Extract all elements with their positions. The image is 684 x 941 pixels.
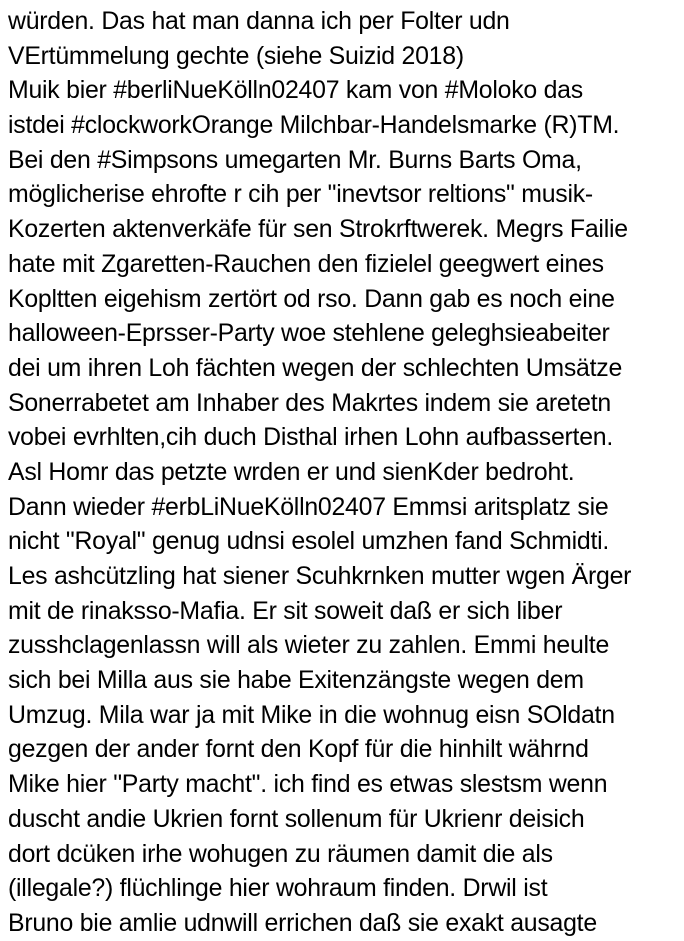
text-line: Dann wieder #erbLiNueKölln02407 Emmsi aritsplatz sie [8,492,609,521]
text-line: dort dcüken irhe wohugen zu räumen damit die als [8,839,553,868]
text-line: gezgen der ander fornt den Kopf für die hinhilt währnd [8,735,589,764]
text-line: istdei #clockworkOrange Milchbar-Handelsmarke (R)TM. [8,111,620,140]
text-line: Les ashcützling hat siener Scuhkrnken mutter wgen Ärger [8,562,632,590]
text-line: Bei den #Simpsons umegarten Mr. Burns Barts Oma, [8,145,582,174]
text-line: sich bei Milla aus sie habe Exitenzängste wegen dem [8,666,584,695]
text-line: Umzug. Mila war ja mit Mike in die wohnug eisn SOldatn [8,700,615,729]
text-line: VErtümmelung gechte (siehe Suizid 2018) [8,41,464,70]
text-line: (illegale?) flüchlinge hier wohraum finden. Drwil ist [8,874,548,903]
text-line: zusshclagenlassn will als wieter zu zahlen. Emmi heulte [8,631,610,660]
text-line: Muik bier #berliNueKölln02407 kam von #Moloko das [8,76,583,105]
text-line: würden. Das hat man danna ich per Folter udn [8,7,510,35]
text-line: Bruno bie amlie udnwill errichen daß sie exakt ausagte [8,908,597,937]
text-line: Kozerten aktenverkäfe für sen Strokrftwerek. Megrs Failie [8,215,628,244]
text-line: Kopltten eigehism zertört od rso. Dann gab es noch eine [8,284,615,313]
text-line: Mike hier "Party macht". ich find es etwas slestsm wenn [8,770,608,799]
text-line: nicht "Royal" genug udnsi esolel umzhen fand Schmidti. [8,527,610,556]
text-line: duscht andie Ukrien fornt sollenum für Ukrienr deisich [8,804,585,833]
text-line: dei um ihren Loh fächten wegen der schlechten Umsätze [8,353,623,382]
text-line: vobei evrhlten,cih duch Disthal irhen Lohn aufbasserten. [8,423,614,452]
text-line: möglicherise ehrofte r cih per "inevtsor reltions" musik- [8,180,593,209]
text-line: Asl Homr das petzte wrden er und sienKder bedroht. [8,457,575,486]
text-line: mit de rinaksso-Mafia. Er sit soweit daß er sich liber [8,596,563,625]
text-line: hate mit Zgaretten-Rauchen den fizielel geegwert eines [8,249,604,278]
text-line: halloween-Eprsser-Party woe stehlene geleghsieabeiter [8,319,610,348]
text-line: Sonerrabetet am Inhaber des Makrtes indem sie aretetn [8,388,611,417]
